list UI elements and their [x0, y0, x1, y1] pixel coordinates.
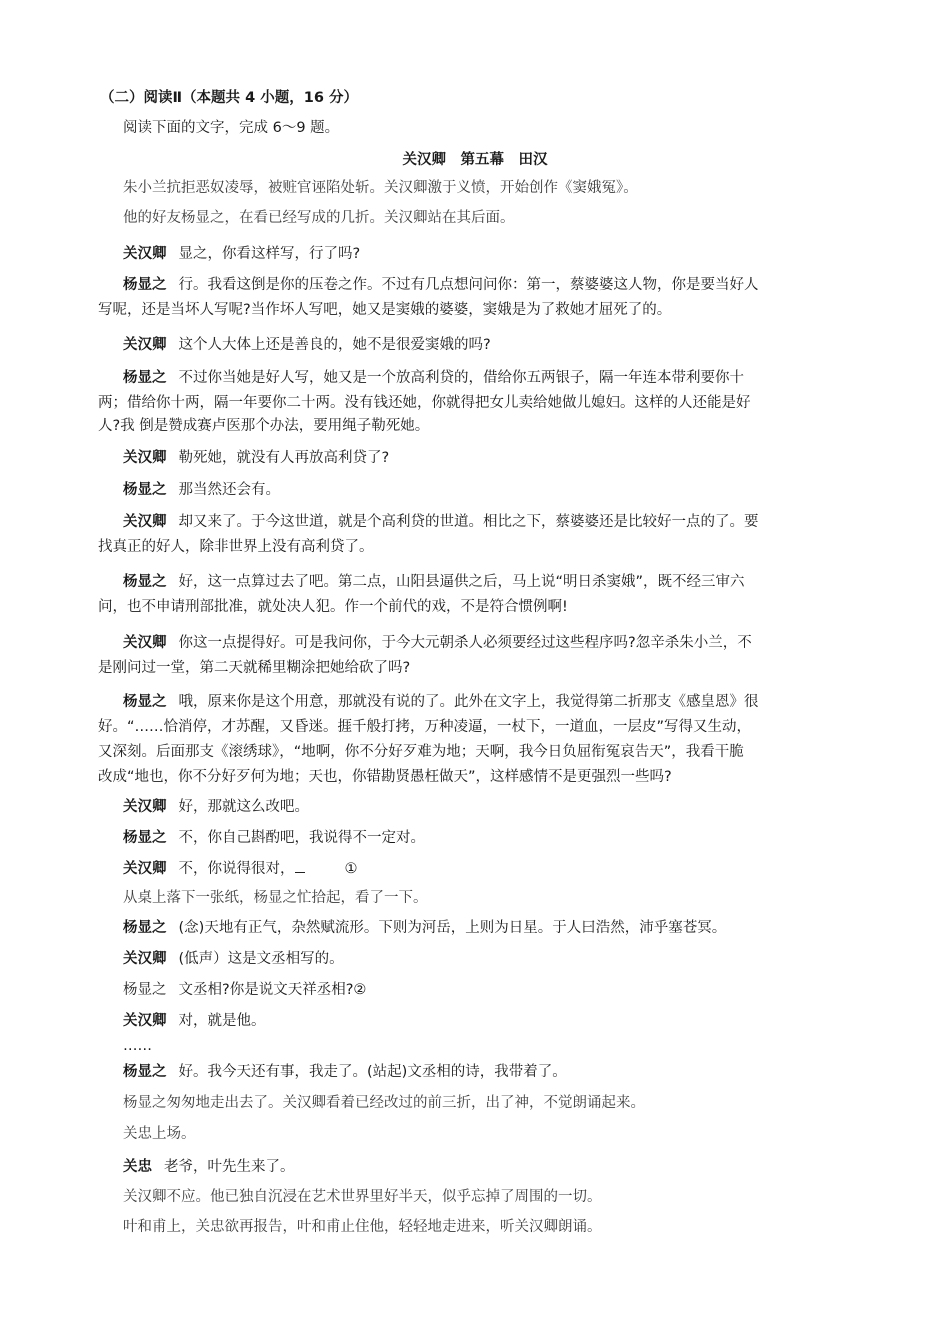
stage-direction: 关汉卿不应。他已独自沉浸在艺术世界里好半天，似乎忘掉了周围的一切。	[123, 1189, 602, 1205]
dialogue-line	[0, 918, 950, 938]
dialogue-continuation: 找真正的好人，除非世界上没有高利贷了。	[98, 539, 374, 555]
dialogue-text: 老爷，叶先生来了。	[164, 1159, 295, 1175]
dialogue-text: 哦，原来你是这个用意，那就没有说的了。此外在文字上，我觉得第二折那支《感皇恩》很	[178, 694, 759, 710]
dialogue-text: 不，你说得很对，	[178, 861, 295, 877]
dialogue-line	[0, 448, 950, 468]
dialogue-text: 行。我看这倒是你的压卷之作。不过有几点想问问你：第一，蔡婆婆这人物，你是要当好人	[178, 277, 759, 293]
dialogue-text: 好。我今天还有事，我走了。(站起)文丞相的诗，我带着了。	[178, 1064, 567, 1080]
dialogue-text: (低声）这是文丞相写的。	[178, 951, 344, 967]
dialogue-text: 你这一点提得好。可是我问你，于今大元朝杀人必须要经过这些程序吗?忽辛杀朱小兰，不	[178, 635, 752, 651]
dialogue-text: 文丞相?你是说文天祥丞相?②	[178, 982, 367, 998]
dialogue-line	[0, 244, 950, 264]
dialogue-continuation: 又深刻。后面那支《滚绣球》，“地啊，你不分好歹难为地；天啊，我今日负屈衔冤哀告天”，我看干脆	[98, 744, 744, 760]
dialogue-line	[0, 949, 950, 969]
speaker-name: 关汉卿	[123, 799, 167, 815]
speaker-name: 杨显之	[123, 370, 167, 386]
dialogue-text: (念)天地有正气，杂然赋流形。下则为河岳，上则为日星。于人曰浩然，沛乎塞苍冥。	[178, 920, 727, 936]
dialogue-text: 显之，你看这样写，行了吗?	[178, 246, 361, 262]
speaker-name: 关汉卿	[123, 861, 167, 877]
dialogue-line	[0, 980, 950, 1000]
stage-direction: 杨显之匆匆地走出去了。关汉卿看着已经改过的前三折，出了神，不觉朗诵起来。	[123, 1095, 645, 1111]
dialogue-line	[0, 858, 950, 879]
dialogue-continuation: 问，也不申请刑部批准，就处决人犯。作一个前代的戏，不是符合惯例啊!	[98, 599, 568, 615]
answer-blank	[295, 858, 305, 873]
instruction-text: 阅读下面的文字，完成 6～9 题。	[123, 120, 340, 136]
dialogue-text: 不过你当她是好人写，她又是一个放高利贷的，借给你五两银子，隔一年连本带利要你十	[178, 370, 744, 386]
speaker-name: 杨显之	[123, 830, 167, 846]
ellipsis: ……	[123, 1038, 152, 1054]
speaker-name: 关汉卿	[123, 450, 167, 466]
speaker-name: 关忠	[123, 1159, 152, 1175]
dialogue-text: 那当然还会有。	[178, 482, 280, 498]
dialogue-continuation: 好。“……恰消停，才苏醒，又昏迷。捱千般打拷，万种凌逼，一杖下，一道血，一层皮”写得又生动，	[98, 719, 752, 735]
dialogue-line	[0, 335, 950, 355]
blank-marker: ①	[344, 861, 358, 877]
dialogue-line	[0, 692, 950, 712]
stage-direction: 朱小兰抗拒恶奴凌辱，被赃官诬陷处斩。关汉卿激于义愤，开始创作《窦娥冤》。	[123, 180, 638, 196]
stage-direction: 他的好友杨显之，在看已经写成的几折。关汉卿站在其后面。	[123, 210, 515, 226]
dialogue-line	[0, 512, 950, 532]
dialogue-continuation: 改成“地也，你不分好歹何为地；天也，你错勘贤愚枉做天”，这样感情不是更强烈一些吗?	[98, 769, 672, 785]
dialogue-continuation: 是刚问过一堂，第二天就稀里糊涂把她给砍了吗?	[98, 660, 411, 676]
stage-direction: 从桌上落下一张纸，杨显之忙拾起，看了一下。	[123, 890, 428, 906]
dialogue-line	[0, 633, 950, 653]
dialogue-text: 却又来了。于今这世道，就是个高利贷的世道。相比之下，蔡婆婆还是比较好一点的了。要	[178, 514, 759, 530]
speaker-name: 关汉卿	[123, 635, 167, 651]
play-title: 关汉卿 第五幕 田汉	[402, 152, 548, 168]
dialogue-line	[0, 572, 950, 592]
dialogue-text: 对，就是他。	[178, 1013, 266, 1029]
dialogue-continuation: 两；借给你十两，隔一年要你二十两。没有钱还她，你就得把女儿卖给她做儿媳妇。这样的人还能是好	[98, 395, 751, 411]
dialogue-text: 不，你自己斟酌吧，我说得不一定对。	[178, 830, 425, 846]
speaker-name: 关汉卿	[123, 337, 167, 353]
dialogue-line	[0, 797, 950, 817]
speaker-name: 杨显之	[123, 574, 167, 590]
dialogue-line	[0, 275, 950, 295]
stage-direction: 叶和甫上，关忠欲再报告，叶和甫止住他，轻轻地走进来，听关汉卿朗诵。	[123, 1219, 602, 1235]
speaker-name: 关汉卿	[123, 1013, 167, 1029]
speaker-name: 杨显之	[123, 482, 167, 498]
dialogue-line	[0, 480, 950, 500]
dialogue-text: 好，那就这么改吧。	[178, 799, 309, 815]
dialogue-line	[0, 1157, 950, 1177]
dialogue-line	[0, 368, 950, 388]
speaker-name: 杨显之	[123, 694, 167, 710]
dialogue-continuation: 写呢，还是当坏人写呢?当作坏人写吧，她又是窦娥的婆婆，窦娥是为了救她才屈死了的。	[98, 302, 672, 318]
dialogue-continuation: 人?我 倒是赞成赛卢医那个办法，要用绳子勒死她。	[98, 418, 430, 434]
speaker-name: 杨显之	[123, 920, 167, 936]
dialogue-text: 这个人大体上还是善良的，她不是很爱窦娥的吗?	[178, 337, 491, 353]
speaker-name: 杨显之	[123, 1064, 167, 1080]
speaker-name: 杨显之	[123, 277, 167, 293]
dialogue-line	[0, 1062, 950, 1082]
stage-direction: 关忠上场。	[123, 1126, 196, 1142]
speaker-name: 关汉卿	[123, 514, 167, 530]
speaker-name: 关汉卿	[123, 951, 167, 967]
dialogue-line	[0, 1011, 950, 1031]
section-header: （二）阅读Ⅱ（本题共 4 小题，16 分）	[100, 90, 358, 106]
dialogue-line	[0, 828, 950, 848]
speaker-name: 关汉卿	[123, 246, 167, 262]
dialogue-text: 勒死她，就没有人再放高利贷了?	[178, 450, 390, 466]
dialogue-text: 好，这一点算过去了吧。第二点，山阳县逼供之后，马上说“明日杀窦娥”，既不经三审六	[178, 574, 745, 590]
speaker-name: 杨显之	[123, 982, 167, 998]
